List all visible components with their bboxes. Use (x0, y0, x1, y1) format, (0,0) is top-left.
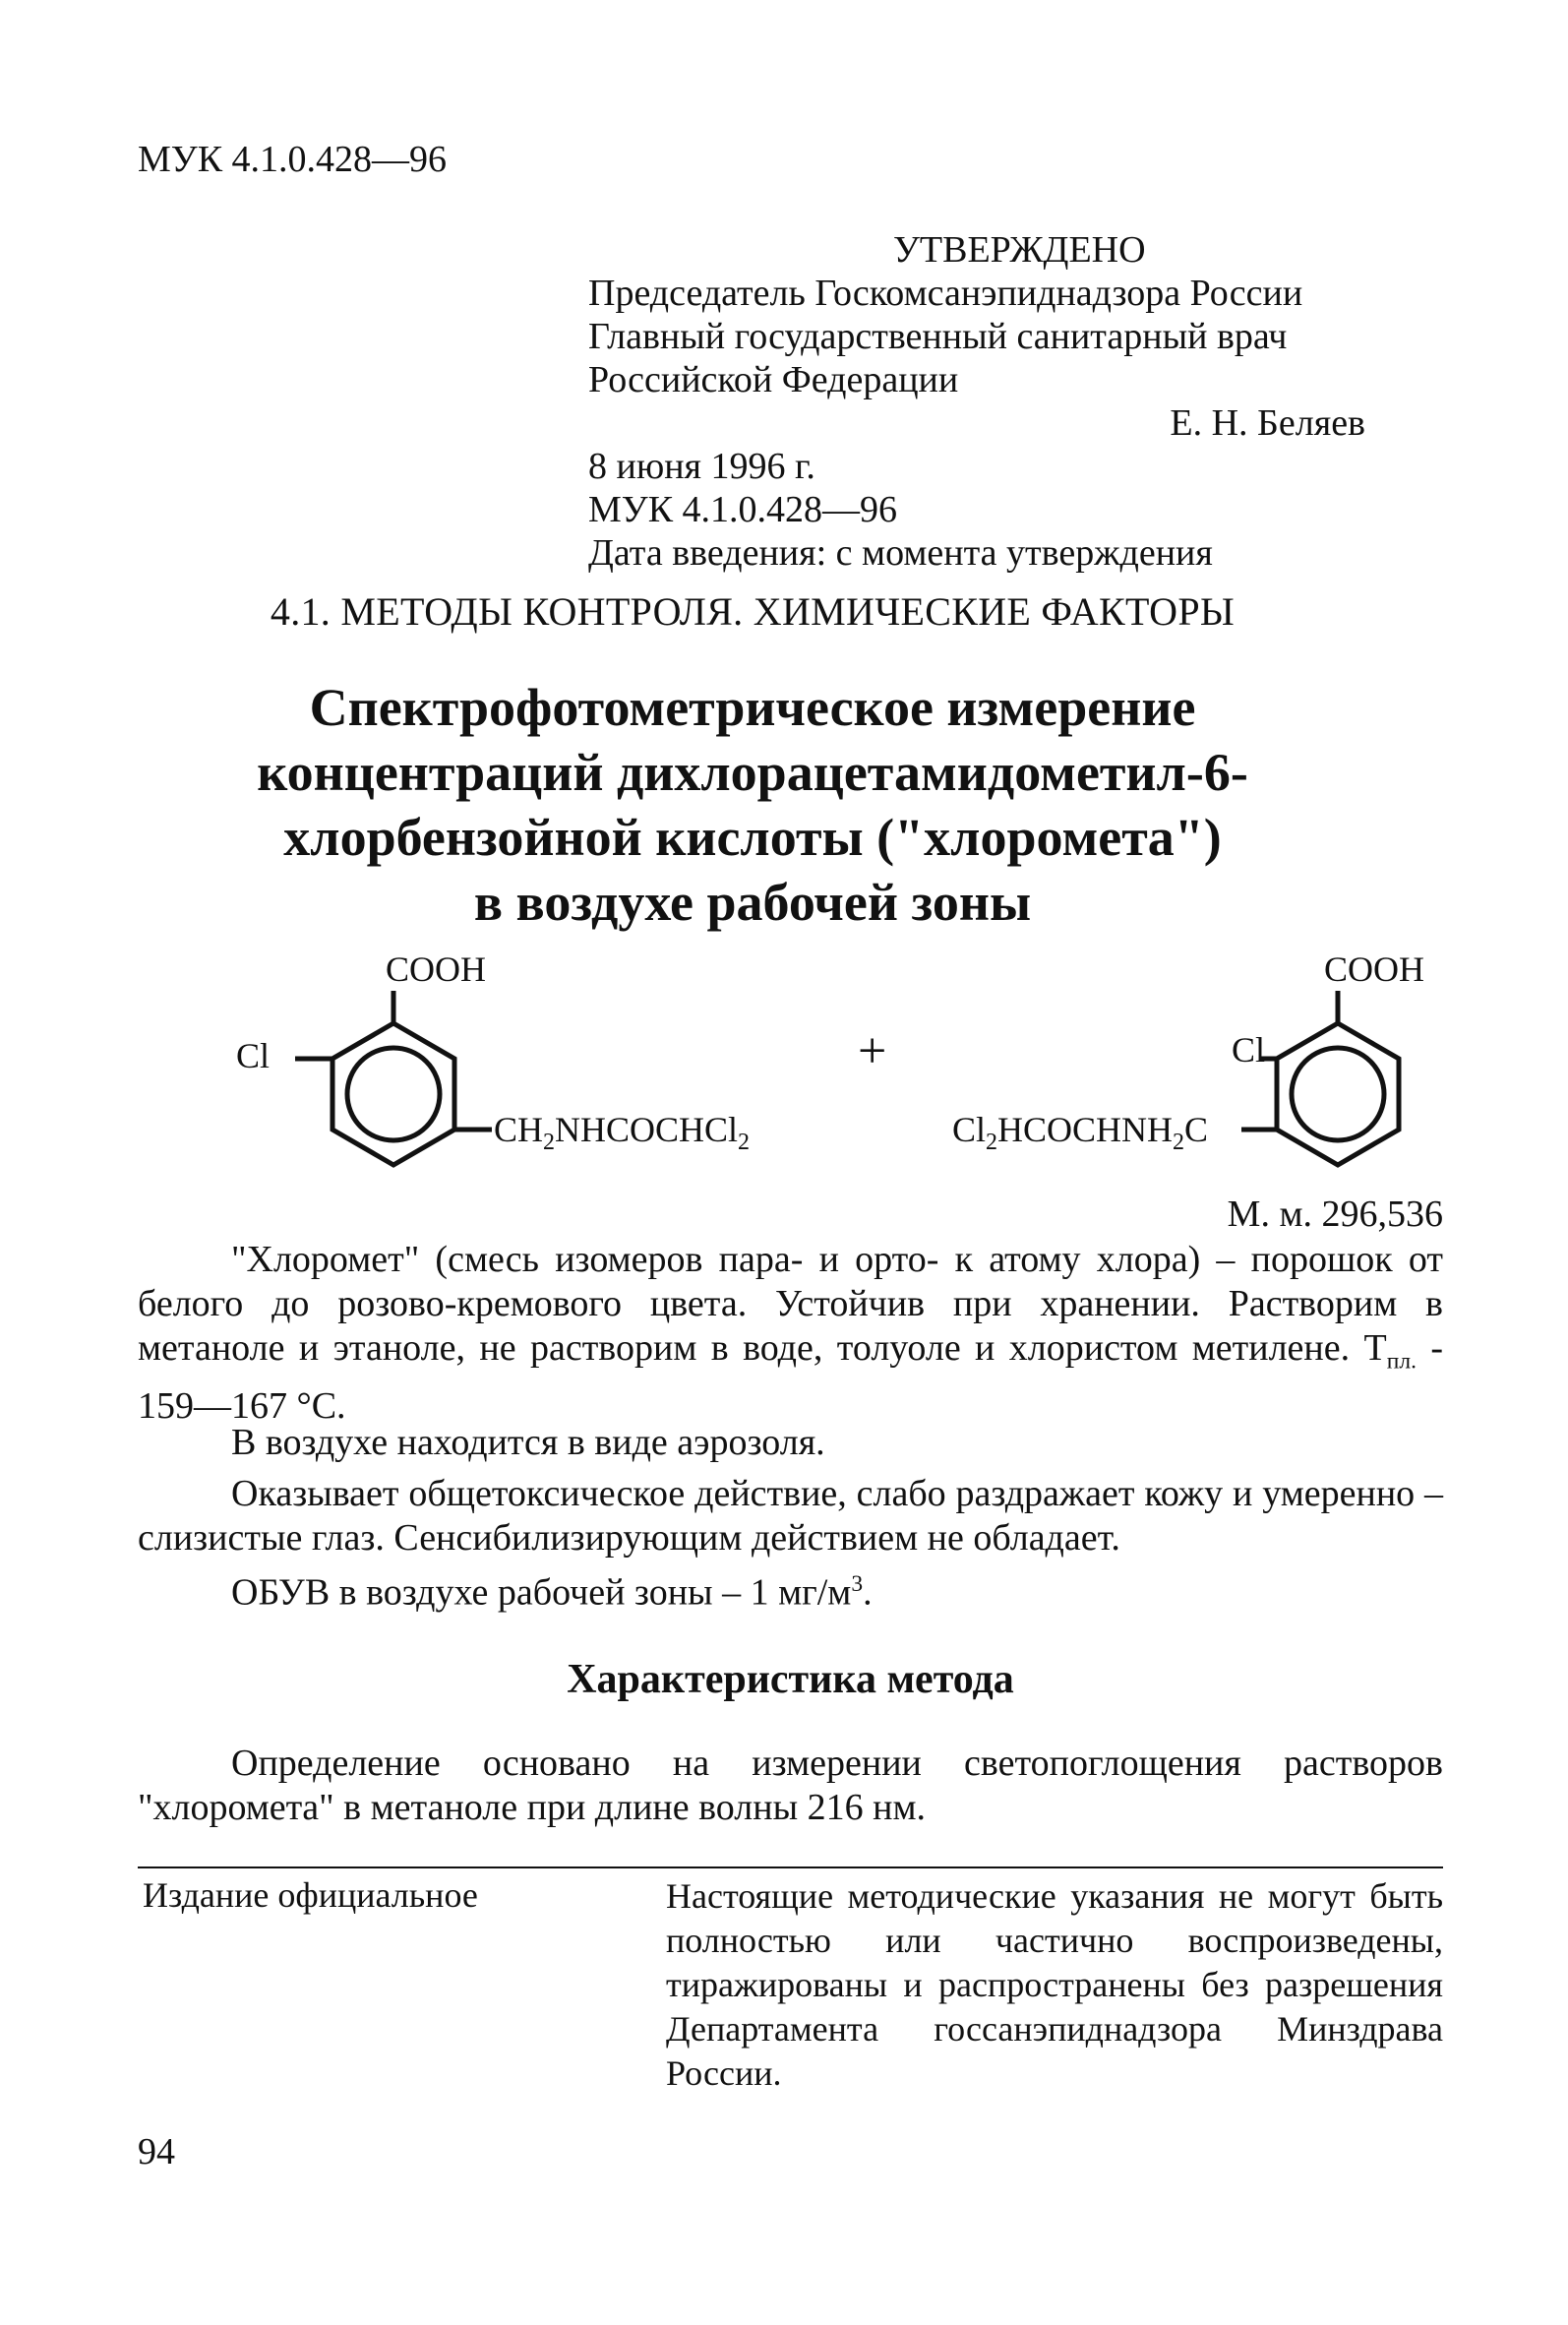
right-cl-label: Cl (1232, 1030, 1266, 1070)
footer-edition: Издание официальное (143, 1875, 478, 1915)
formula-drawing (197, 940, 1476, 1195)
plus-sign: + (858, 1023, 887, 1079)
approval-heading: УТВЕРЖДЕНО (893, 229, 1146, 271)
structural-formula (197, 940, 1476, 1195)
document-title (138, 675, 1367, 935)
title-line-4: в воздухе рабочей зоны (473, 873, 1032, 932)
header-code: МУК 4.1.0.428—96 (138, 139, 448, 180)
approval-signer: Е. Н. Беляев (1170, 402, 1365, 444)
approval-effective-date: Дата введения: с момента утверждения (588, 532, 1213, 574)
approval-code: МУК 4.1.0.428—96 (588, 489, 898, 530)
paragraph-obuv (138, 1562, 1443, 1616)
approval-line-2: Главный государственный санитарный врач (588, 316, 1288, 357)
footer-copyright-notice: Настоящие методические указания не могут быть полностью или частично воспроизведены, тиражированы и распространены без разрешения Департамента госсанэпиднадзора Минздрава России. (666, 1876, 1443, 2093)
melting-point-subscript: пл. (1386, 1348, 1417, 1375)
right-cooh-label: COOH (1324, 949, 1425, 989)
melting-point-value: - 159—167 °С. (138, 1327, 1443, 1427)
paragraph-aerosol: В воздухе находится в виде аэрозоля. (231, 1422, 825, 1463)
page-number: 94 (138, 2131, 175, 2172)
title-line-2: концентраций дихлорацетамидометил-6- (257, 743, 1248, 802)
approval-date: 8 июня 1996 г. (588, 446, 815, 487)
left-cooh-label: COOH (386, 949, 487, 989)
left-cl-label: Cl (236, 1036, 271, 1075)
method-heading: Характеристика метода (567, 1657, 1014, 1702)
title-line-3: хлорбензойной кислоты ("хлорометa") (283, 808, 1222, 867)
obuv-text: ОБУВ в воздухе рабочей зоны – 1 мг/м (231, 1571, 852, 1614)
approval-block (588, 228, 1365, 575)
properties-text: "Хлоромет" (смесь изомеров пара- и орто- к атому хлора) – порошок от белого до розово-кремового цвета. Устойчив при хранении. Растворим в метаноле и этаноле, не растворим в воде, толуоле и хлористом метилене. T (138, 1239, 1443, 1369)
title-line-1: Спектрофотометрическое измерение (309, 678, 1196, 737)
right-benzene-ring (1277, 1023, 1399, 1165)
footer-divider (138, 1866, 1443, 1868)
obuv-tail: . (863, 1571, 873, 1614)
molar-mass: М. м. 296,536 (1227, 1193, 1443, 1235)
left-benzene-ring (332, 1023, 454, 1165)
paragraph-toxicity: Оказывает общетоксическое действие, слабо раздражает кожу и умеренно – слизистые глаз. Сенсибилизирующим действием не обладает. (138, 1473, 1443, 1559)
paragraph-properties (138, 1238, 1443, 1429)
paragraph-method: Определение основано на измерении светопоглощения растворов "хлорометa" в метаноле при длине волны 216 нм. (138, 1743, 1443, 1828)
left-substituent-label: $CH_2NHCOCHCl_2$ (494, 1110, 751, 1155)
left-aromatic-circle (347, 1048, 440, 1140)
approval-line-1: Председатель Госкомсанэпиднадзора России (588, 273, 1303, 314)
right-aromatic-circle (1292, 1048, 1384, 1140)
section-title: 4.1. МЕТОДЫ КОНТРОЛЯ. ХИМИЧЕСКИЕ ФАКТОРЫ (270, 589, 1236, 634)
obuv-superscript: 3 (851, 1571, 864, 1597)
approval-line-3: Российской Федерации (588, 359, 959, 400)
right-substituent-label: $Cl_2HCOCHNH_2C$ (952, 1110, 1209, 1155)
